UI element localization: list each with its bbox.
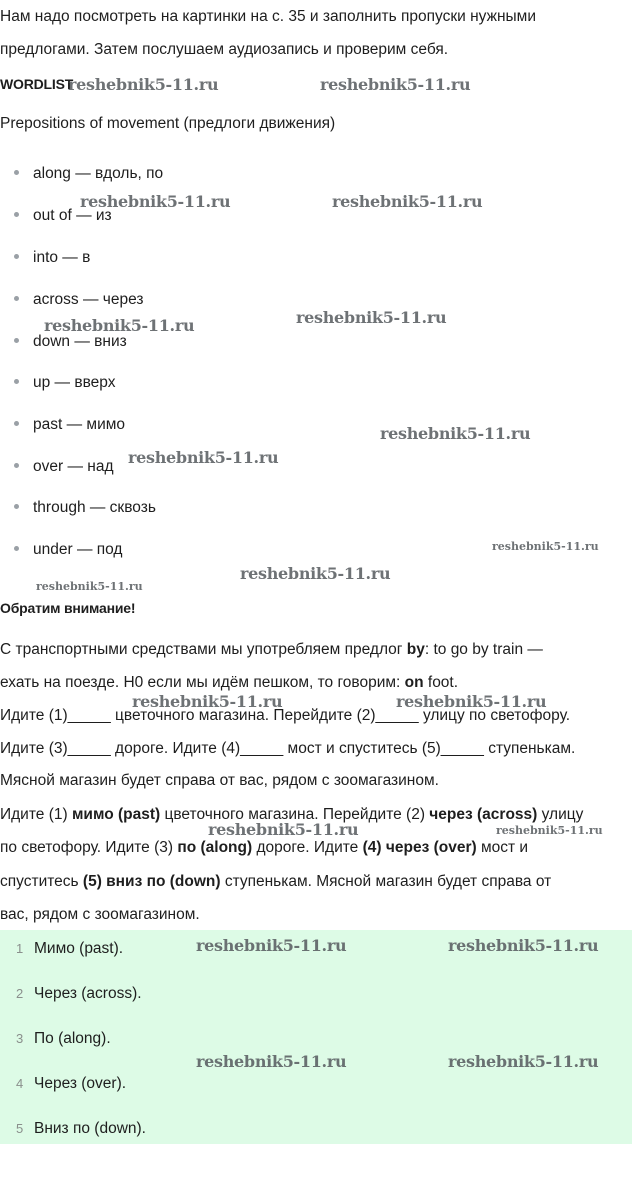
watermark: reshebnik5-11.ru <box>240 564 391 583</box>
solution-line-4: вас, рядом с зоомагазином. <box>0 906 200 923</box>
list-item: along — вдоль, по <box>14 164 163 184</box>
solution-line-1: Идите (1) мимо (past) цветочного магазина. Перейдите (2) через (across) улицу <box>0 806 584 823</box>
watermark: reshebnik5-11.ru <box>208 820 359 839</box>
list-item: under — под <box>14 540 122 560</box>
bullet-icon <box>14 504 19 509</box>
watermark: reshebnik5-11.ru <box>496 824 603 837</box>
bullet-icon <box>14 170 19 175</box>
bullet-icon <box>14 421 19 426</box>
note-line-1: С транспортными средствами мы употребляем предлог by: to go by train — <box>0 641 543 658</box>
list-item: down — вниз <box>14 332 127 352</box>
watermark: reshebnik5-11.ru <box>132 692 283 711</box>
watermark: reshebnik5-11.ru <box>332 192 483 211</box>
list-item: through — сквозь <box>14 498 156 518</box>
task-line-3: Мясной магазин будет справа от вас, рядом с зоомагазином. <box>0 772 439 789</box>
solution-line-2: по светофору. Идите (3) по (along) дороге. Идите (4) через (over) мост и <box>0 839 529 856</box>
watermark: reshebnik5-11.ru <box>448 1052 599 1071</box>
answer-item: 1 Мимо (past). <box>16 940 124 957</box>
answers-block <box>0 930 632 1144</box>
bullet-icon <box>14 212 19 217</box>
list-item: into — в <box>14 248 90 268</box>
answer-item: 4 Через (over). <box>16 1075 127 1092</box>
watermark: reshebnik5-11.ru <box>320 75 471 94</box>
bullet-icon <box>14 254 19 259</box>
bullet-icon <box>14 338 19 343</box>
list-item: past — мимо <box>14 415 125 435</box>
watermark: reshebnik5-11.ru <box>44 316 195 335</box>
task-line-1: Идите (1)_____ цветочного магазина. Перейдите (2)_____ улицу по светофору. <box>0 707 571 724</box>
watermark: reshebnik5-11.ru <box>80 192 231 211</box>
watermark: reshebnik5-11.ru <box>492 540 599 553</box>
note-line-2: ехать на поезде. Н0 если мы идём пешком, то говорим: on foot. <box>0 674 459 691</box>
task-line-2: Идите (3)_____ дороге. Идите (4)_____ мост и спуститесь (5)_____ ступенькам. <box>0 740 576 757</box>
prepositions-heading: Prepositions of movement (предлоги движения) <box>0 115 336 132</box>
answer-item: 2 Через (across). <box>16 985 142 1002</box>
bullet-icon <box>14 463 19 468</box>
watermark: reshebnik5-11.ru <box>380 424 531 443</box>
list-item: up — вверх <box>14 373 115 393</box>
intro-line-2: предлогами. Затем послушаем аудиозапись и проверим себя. <box>0 41 449 58</box>
watermark: reshebnik5-11.ru <box>396 692 547 711</box>
intro-line-1: Нам надо посмотреть на картинки на с. 35 и заполнить пропуски нужными <box>0 8 536 25</box>
watermark: reshebnik5-11.ru <box>36 580 143 593</box>
bullet-icon <box>14 546 19 551</box>
bullet-icon <box>14 379 19 384</box>
answer-item: 3 По (along). <box>16 1030 111 1047</box>
list-item: over — над <box>14 457 114 477</box>
answer-item: 5 Вниз по (down). <box>16 1120 146 1137</box>
watermark: reshebnik5-11.ru <box>448 936 599 955</box>
watermark: reshebnik5-11.ru <box>196 1052 347 1071</box>
solution-line-3: спуститесь (5) вниз по (down) ступенькам. Мясной магазин будет справа от <box>0 873 552 890</box>
watermark: reshebnik5-11.ru <box>196 936 347 955</box>
attention-heading: Обратим внимание! <box>0 600 136 616</box>
list-item: out of — из <box>14 206 112 226</box>
list-item: across — через <box>14 290 143 310</box>
bullet-icon <box>14 296 19 301</box>
watermark: reshebnik5-11.ru <box>128 448 279 467</box>
wordlist-heading: WORDLIST <box>0 76 74 92</box>
watermark: reshebnik5-11.ru <box>68 75 219 94</box>
watermark: reshebnik5-11.ru <box>296 308 447 327</box>
